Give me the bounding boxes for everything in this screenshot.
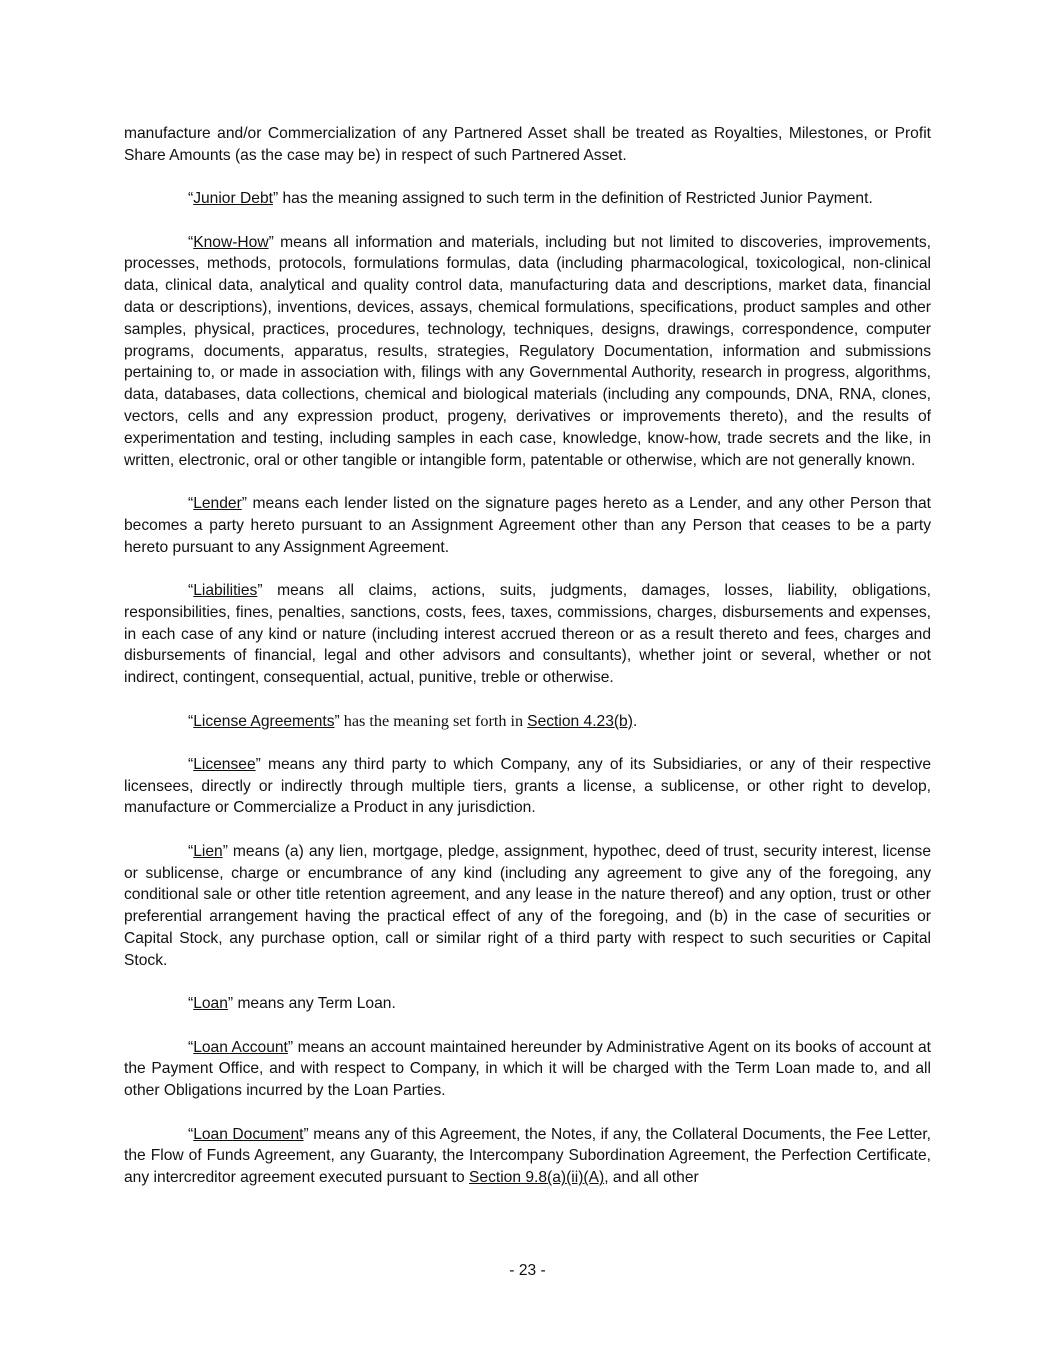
definition-loan-account [124,1037,931,1102]
definition-body: means (a) any lien, mortgage, pledge, assignment, hypothec, deed of trust, security interest, license or sublicense, charge or encumbrance of any kind (including any agreement to give any of the foregoing, any conditional sale or other title retention agreement, and any lease in the nature thereof) and any option, trust or other preferential arrangement having the practical effect of any of the foregoing, and (b) in the case of securities or Capital Stock, any purchase option, call or similar right of a third party with respect to such securities or Capital Stock. [124,842,931,969]
definition-loan [124,993,931,1015]
open-quote: “ [188,712,194,730]
definition-body: has the meaning assigned to such term in the definition of Restricted Junior Payment. [278,190,873,208]
page-number: - 23 - [509,1262,546,1279]
defined-term: License Agreements [193,712,335,730]
open-quote: “ [188,995,194,1013]
defined-term: Licensee [193,755,256,773]
defined-term: Lien [193,842,223,860]
definition-body: means all information and materials, including but not limited to discoveries, improvements, processes, methods, protocols, formulations formulas, data (including pharmacological, toxicological, non-clinical data, clinical data, analytical and quality control data, manufacturing data and descriptions, market data, financial data or descriptions), inventions, devices, assays, chemical formulations, specifications, product samples and other samples, physical, practices, procedures, technology, techniques, designs, drawings, correspondence, computer programs, documents, apparatus, results, strategies, Regulatory Documentation, information and submissions pertaining to, or made in association with, filings with any Governmental Authority, research in progress, algorithms, data, databases, data collections, chemical and biological materials (including any compounds, DNA, RNA, clones, vectors, cells and any expression product, progeny, derivatives or improvements thereto), and the results of experimentation and testing, including samples in each case, knowledge, know-how, trade secrets and the like, in written, electronic, oral or other tangible or intangible form, patentable or otherwise, which are not generally known. [124,233,931,469]
close-quote: ” [268,233,274,251]
definition-body: means an account maintained hereunder by Administrative Agent on its books of account at the Payment Office, and with respect to Company, in which it will be charged with the Term Loan made to, and all other Obligations incurred by the Loan Parties. [124,1038,931,1100]
close-quote: ” [334,712,340,730]
definition-tail: , and all other [604,1169,699,1187]
close-quote: ” [255,755,261,773]
defined-term: Junior Debt [193,190,273,208]
close-quote: ” [222,842,228,860]
document-page [124,123,931,1211]
definition-tail: . [632,712,638,730]
close-quote: ” [241,494,247,512]
definition-body: means any Term Loan. [233,995,396,1013]
definition-licensee [124,754,931,819]
open-quote: “ [188,581,194,599]
defined-term: Lender [193,494,242,512]
continuation-paragraph: manufacture and/or Commercialization of any Partnered Asset shall be treated as Royalties, Milestones, or Profit Share Amounts (as the case may be) in respect of such Partnered Asset. [124,125,931,164]
section-reference-link[interactable]: Section 9.8(a)(ii)(A) [469,1169,605,1187]
definition-lender [124,493,931,558]
definition-body: has the meaning set forth in [339,711,528,730]
definition-body: means any of this Agreement, the Notes, if any, the Collateral Documents, the Fee Letter, the Flow of Funds Agreement, any Guaranty, the Intercompany Subordination Agreement, the Perfection Certificate, any intercreditor agreement executed pursuant to [124,1125,931,1187]
defined-term: Loan Document [193,1125,304,1143]
open-quote: “ [188,1038,194,1056]
close-quote: ” [287,1038,294,1056]
definition-junior-debt [124,188,931,210]
open-quote: “ [188,190,194,208]
definition-license-agreements [124,711,931,733]
defined-term: Loan Account [193,1038,288,1056]
definition-body: means any third party to which Company, any of its Subsidiaries, or any of their respective licensees, directly or indirectly through multiple tiers, grants a license, a sublicense, or other right to develop, manufacture or Commercialize a Product in any jurisdiction. [124,755,931,817]
close-quote: ” [303,1125,309,1143]
open-quote: “ [188,755,194,773]
defined-term: Know-How [193,233,269,251]
open-quote: “ [188,233,194,251]
definition-body: means each lender listed on the signature pages hereto as a Lender, and any other Person that becomes a party hereto pursuant to an Assignment Agreement other than any Person that ceases to be a party hereto pursuant to any Assignment Agreement. [124,494,931,556]
definition-liabilities [124,580,931,689]
open-quote: “ [188,842,194,860]
definition-loan-document [124,1124,931,1189]
defined-term: Loan [193,995,228,1013]
open-quote: “ [188,1125,194,1143]
definition-know-how [124,232,931,472]
close-quote: ” [272,190,279,208]
section-reference-link[interactable]: Section 4.23(b) [527,712,633,730]
close-quote: ” [257,581,263,599]
definition-lien [124,841,931,972]
close-quote: ” [227,995,234,1013]
defined-term: Liabilities [193,581,258,599]
definition-body: means all claims, actions, suits, judgments, damages, losses, liability, obligations, responsibilities, fines, penalties, sanctions, costs, fees, taxes, commissions, charges, disbursements and expenses, in each case of any kind or nature (including interest accrued thereon or as a result thereto and fees, charges and disbursements of financial, legal and other advisors and consultants), whether joint or several, whether or not indirect, contingent, consequential, actual, punitive, treble or otherwise. [124,581,931,687]
open-quote: “ [188,494,194,512]
